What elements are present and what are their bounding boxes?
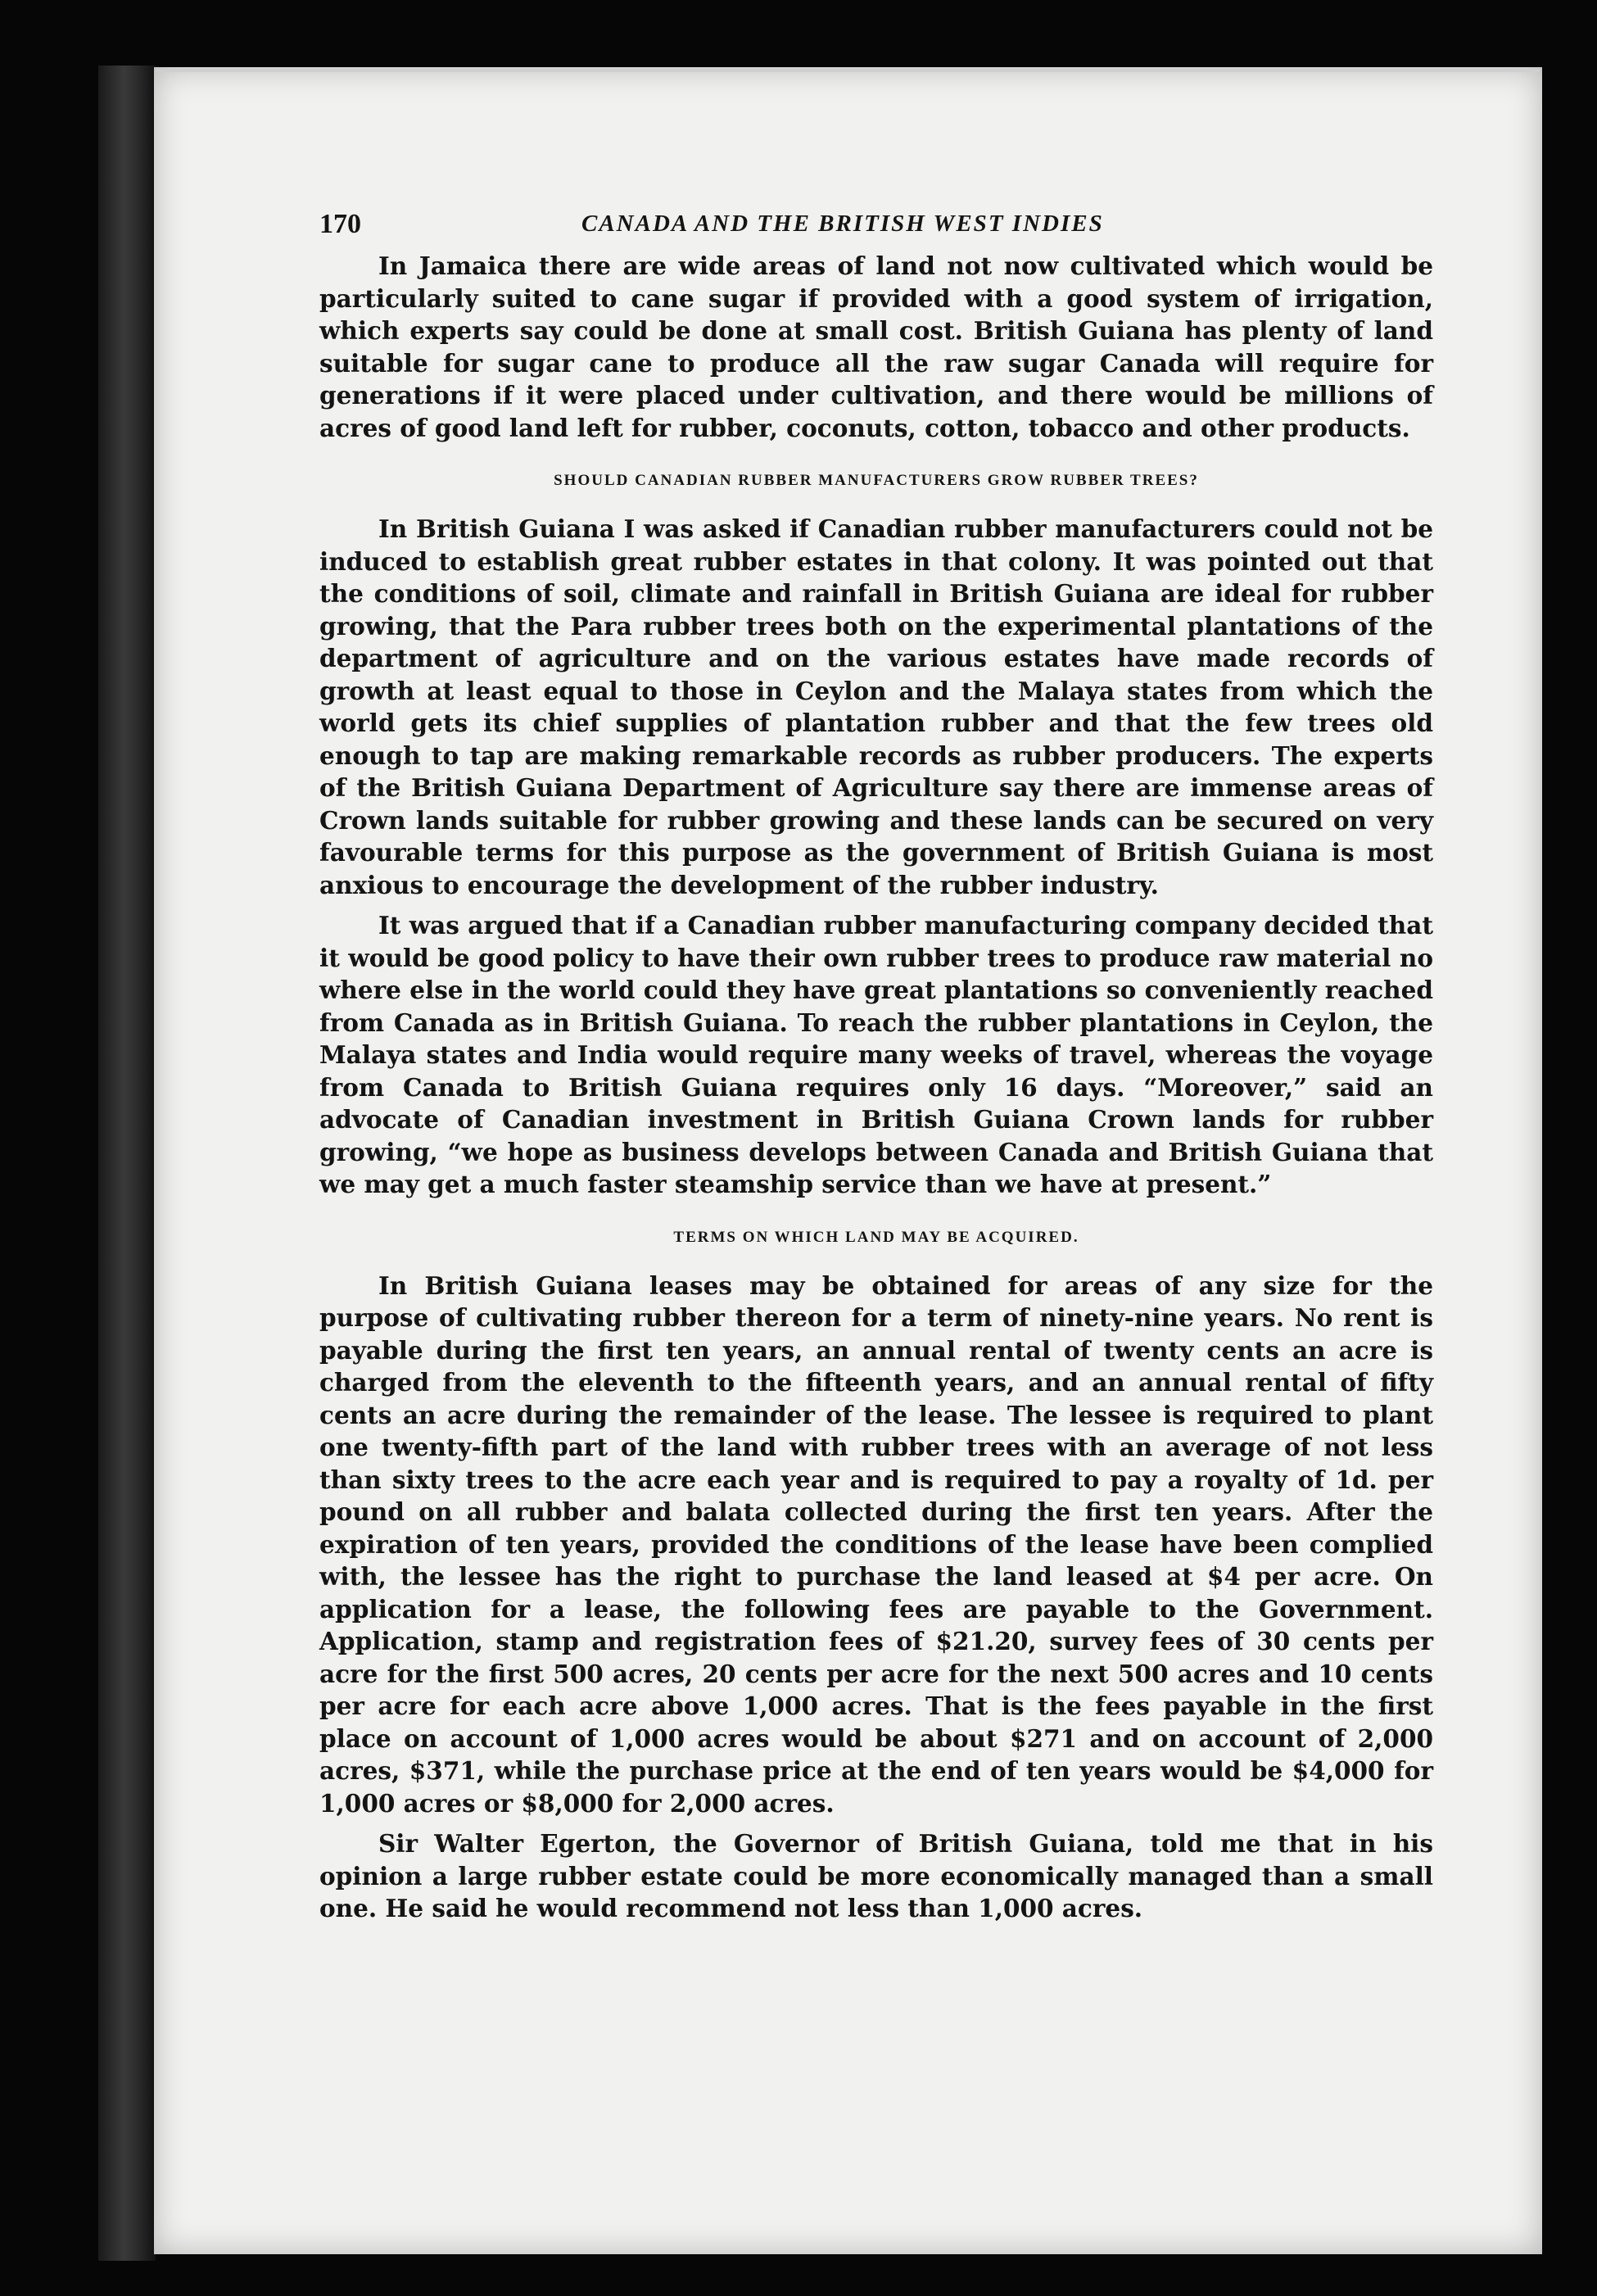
- running-title: CANADA AND THE BRITISH WEST INDIES: [581, 211, 1104, 237]
- page-top-edge: [156, 69, 1540, 72]
- film-edge: [98, 66, 156, 2261]
- paragraph-argument: It was argued that if a Canadian rubber manufacturing company decided that it would be good policy to have their own rubber trees to produce raw material no where else in the world could they have great plantations so conveniently reached from Canada as in British Guiana. To reach the rubber plantations in Ceylon, the Malaya states and India would require many weeks of travel, whereas the voyage from Canada to British Guiana requires only 16 days. “Moreover,” said an advocate of Canadian investment in British Guiana Crown lands for rubber growing, “we hope as business develops between Canada and British Guiana that we may get a much faster steamship service than we have at present.”: [319, 911, 1433, 1198]
- section-heading-land-terms: TERMS ON WHICH LAND MAY BE ACQUIRED.: [673, 1228, 1079, 1246]
- paragraph-lease-terms: In British Guiana leases may be obtained for areas of any size for the purpose of cultivating rubber thereon for a term of ninety-nine years. No rent is payable during the first ten years, an annual rental of twenty cents an acre is charged from the eleventh to the fifteenth years, and an annual rental of fifty cents an acre during the remainder of the lease. The lessee is required to plant one twenty-fifth part of the land with rubber trees with an average of not less than sixty trees to the acre each year and is required to pay a royalty of 1d. per pound on all rubber and balata collected during the first ten years. After the expiration of ten years, provided the conditions of the lease have been complied with, the lessee has the right to purchase the land leased at $4 per acre. On application for a lease, the following fees are payable to the Government. Application, stamp and registration fees of $21.20, survey fees of 30 cents per acre for the first 500 acres, 20 cents per acre for the next 500 acres and 10 cents per acre for each acre above 1,000 acres. That is the fees payable in the first place on account of 1,000 acres would be about $271 and on account of 2,000 acres, $371, while the purchase price at the end of ten years would be $4,000 for 1,000 acres or $8,000 for 2,000 acres.: [319, 1270, 1433, 1818]
- paragraph-governor: Sir Walter Egerton, the Governor of British Guiana, told me that in his opinion a large rubber estate could be more economically managed than a small one. He said he would recommend not less than 1,000 acres.: [319, 1829, 1433, 1922]
- running-head: [319, 209, 1433, 250]
- page-content: [319, 209, 1433, 1933]
- paragraph-jamaica: In Jamaica there are wide areas of land not now cultivated which would be particularly suited to cane sugar if provided with a good system of irrigation, which experts say could be done at small cost. British Guiana has plenty of land suitable for sugar cane to produce all the raw sugar Canada will require for generations if it were placed under cultivation, and there would be millions of acres of good land left for rubber, coconuts, cotton, tobacco and other products.: [319, 251, 1433, 442]
- paragraph-guiana-rubber: In British Guiana I was asked if Canadian rubber manufacturers could not be induced to establish great rubber estates in that colony. It was pointed out that the conditions of soil, climate and rainfall in British Guiana are ideal for rubber growing, that the Para rubber trees both on the experimental plantations of the department of agriculture and on the various estates have made records of growth at least equal to those in Ceylon and the Malaya states from which the world gets its chief supplies of plantation rubber and that the few trees old enough to tap are making remarkable records as rubber producers. The experts of the British Guiana Department of Agriculture say there are immense areas of Crown lands suitable for rubber growing and these lands can be secured on very favourable terms for this purpose as the government of British Guiana is most anxious to encourage the development of the rubber industry.: [319, 514, 1433, 899]
- page-number: 170: [319, 209, 361, 239]
- section-heading-rubber-trees: SHOULD CANADIAN RUBBER MANUFACTURERS GROW RUBBER TREES?: [554, 472, 1199, 489]
